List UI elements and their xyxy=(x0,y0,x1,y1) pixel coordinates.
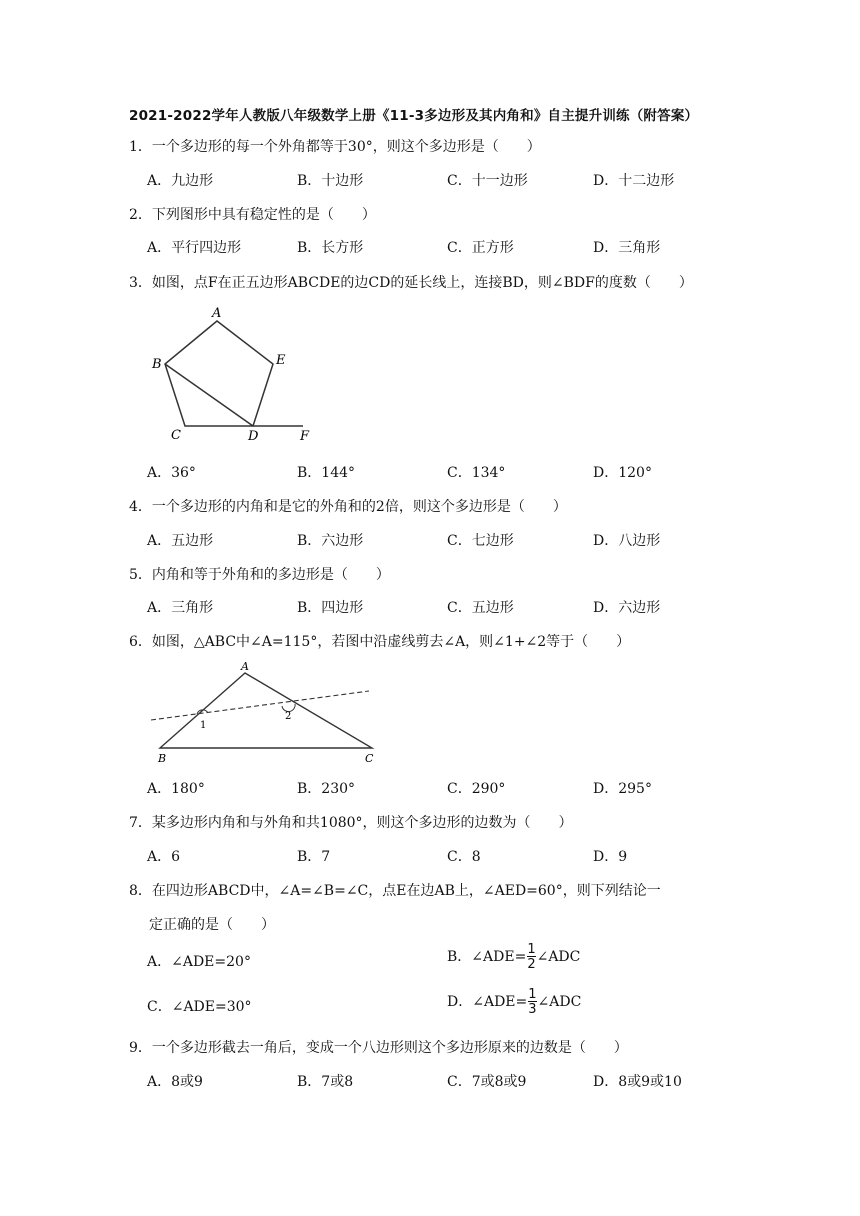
question-4-stem: 4．一个多边形的内角和是它的外角和的2倍，则这个多边形是（ ） xyxy=(129,499,567,515)
question-2-option-d: D．三角形 xyxy=(593,240,661,256)
fraction-one-third xyxy=(528,988,536,1016)
segment-bd xyxy=(165,364,253,426)
figure-label-a: A xyxy=(212,306,222,321)
figure-label-b: B xyxy=(158,752,167,765)
fraction-numerator: 1 xyxy=(527,942,536,957)
figure-label-d: D xyxy=(248,429,259,444)
page-title: 2021-2022学年人教版八年级数学上册《11-3多边形及其内角和》自主提升训练（附答案） xyxy=(129,108,699,124)
question-2-option-a: A．平行四边形 xyxy=(147,240,242,256)
question-9-option-c: C．7或8或9 xyxy=(447,1074,527,1090)
question-4-option-a: A．五边形 xyxy=(147,533,214,549)
question-9-option-b: B．7或8 xyxy=(297,1074,354,1090)
question-6-option-a: A．180° xyxy=(147,781,205,797)
fraction-denominator: 3 xyxy=(528,1002,537,1017)
question-4-option-d: D．八边形 xyxy=(593,533,661,549)
question-4-option-c: C．七边形 xyxy=(447,533,514,549)
question-7-stem: 7．某多边形内角和与外角和共1080°，则这个多边形的边数为（ ） xyxy=(129,815,573,831)
question-5-stem: 5．内角和等于外角和的多边形是（ ） xyxy=(129,567,390,583)
pentagon-figure xyxy=(140,300,340,450)
question-3-option-d: D．120° xyxy=(593,465,652,481)
question-1-option-a: A．九边形 xyxy=(147,173,214,189)
pentagon-abcde xyxy=(165,321,273,426)
figure-label-e: E xyxy=(276,353,286,368)
figure-label-c: C xyxy=(365,752,374,765)
triangle-abc xyxy=(160,673,372,748)
question-3-stem: 3．如图，点F在正五边形ABCDE的边CD的延长线上，连接BD，则∠BDF的度数（ ） xyxy=(129,275,693,291)
angle-label-1: 1 xyxy=(200,720,207,731)
question-8-option-d-prefix: D．∠ADE= xyxy=(447,994,528,1010)
question-6-option-c: C．290° xyxy=(447,781,506,797)
question-1-option-b: B．十边形 xyxy=(297,173,364,189)
question-8-option-d xyxy=(447,988,581,1016)
fraction-one-half xyxy=(527,943,535,971)
triangle-figure xyxy=(145,658,385,770)
question-9-option-d: D．8或9或10 xyxy=(593,1074,682,1090)
question-3-option-b: B．144° xyxy=(297,465,356,481)
question-4-option-b: B．六边形 xyxy=(297,533,364,549)
question-2-stem: 2．下列图形中具有稳定性的是（ ） xyxy=(129,207,376,223)
figure-label-b: B xyxy=(152,357,162,372)
question-6-option-d: D．295° xyxy=(593,781,652,797)
question-1-stem: 1．一个多边形的每一个外角都等于30°，则这个多边形是（ ） xyxy=(129,139,541,155)
figure-label-f: F xyxy=(300,429,310,444)
figure-label-c: C xyxy=(171,428,181,443)
question-2-option-c: C．正方形 xyxy=(447,240,514,256)
question-8-option-a: A．∠ADE=20° xyxy=(147,954,251,970)
question-6-option-b: B．230° xyxy=(297,781,356,797)
dashed-cut-line xyxy=(151,691,369,720)
question-8-option-b-suffix: ∠ADC xyxy=(536,949,581,965)
question-7-option-d: D．9 xyxy=(593,849,628,865)
question-3-option-a: A．36° xyxy=(147,465,196,481)
question-5-option-d: D．六边形 xyxy=(593,600,661,616)
fraction-numerator: 1 xyxy=(528,987,537,1002)
question-7-option-b: B．7 xyxy=(297,849,331,865)
question-6-stem: 6．如图，△ABC中∠A=115°，若图中沿虚线剪去∠A，则∠1+∠2等于（ ） xyxy=(129,634,631,650)
figure-label-a: A xyxy=(241,660,249,673)
question-2-option-b: B．长方形 xyxy=(297,240,364,256)
question-1-option-c: C．十一边形 xyxy=(447,173,528,189)
question-7-option-c: C．8 xyxy=(447,849,481,865)
question-9-stem: 9．一个多边形截去一角后，变成一个八边形则这个多边形原来的边数是（ ） xyxy=(129,1040,628,1056)
question-1-option-d: D．十二边形 xyxy=(593,173,675,189)
question-8-option-b-prefix: B．∠ADE= xyxy=(447,949,527,965)
question-8-option-c: C．∠ADE=30° xyxy=(147,999,252,1015)
question-9-option-a: A．8或9 xyxy=(147,1074,203,1090)
question-3-option-c: C．134° xyxy=(447,465,506,481)
question-5-option-a: A．三角形 xyxy=(147,600,214,616)
question-5-option-c: C．五边形 xyxy=(447,600,514,616)
question-7-option-a: A．6 xyxy=(147,849,181,865)
angle-label-2: 2 xyxy=(285,711,292,722)
question-8-option-b xyxy=(447,943,580,971)
question-8-option-d-suffix: ∠ADC xyxy=(537,994,582,1010)
question-5-option-b: B．四边形 xyxy=(297,600,364,616)
question-8-stem-line-2: 定正确的是（ ） xyxy=(149,917,275,933)
fraction-denominator: 2 xyxy=(527,957,536,972)
question-8-stem-line-1: 8．在四边形ABCD中，∠A=∠B=∠C，点E在边AB上，∠AED=60°，则下列结论一 xyxy=(129,883,661,899)
